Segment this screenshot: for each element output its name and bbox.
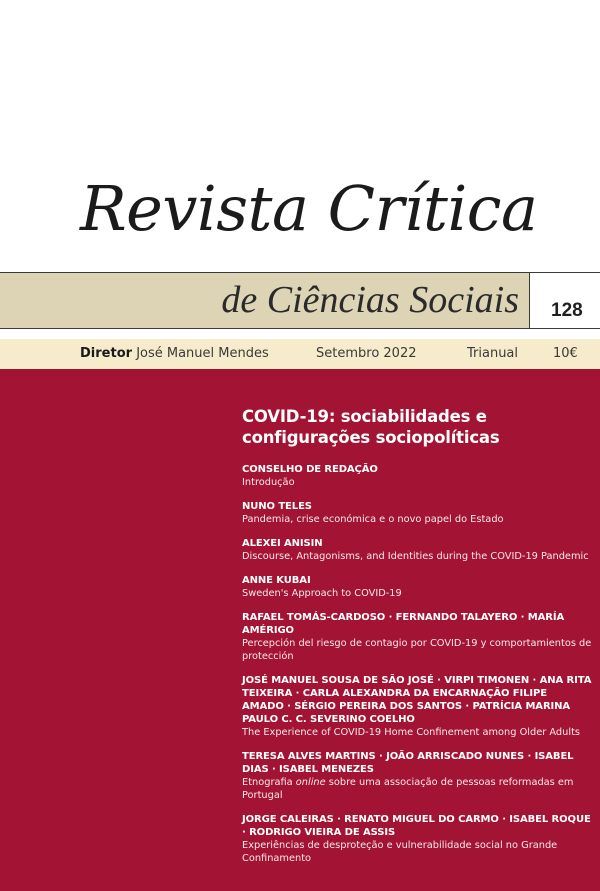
article-entry bbox=[242, 750, 592, 802]
article-entry bbox=[242, 537, 592, 563]
subtitle-band bbox=[0, 272, 529, 329]
article-authors: NUNO TELES bbox=[242, 501, 312, 512]
article-authors: ALEXEI ANISIN bbox=[242, 538, 323, 549]
issue-number: 128 bbox=[551, 300, 583, 321]
table-of-contents bbox=[242, 406, 592, 876]
article-authors: ANNE KUBAI bbox=[242, 575, 311, 586]
issue-date: Setembro 2022 bbox=[316, 346, 417, 361]
journal-subtitle: de Ciências Sociais bbox=[221, 279, 519, 321]
article-title: Experiências de desproteção e vulnerabilidade social no Grande Confinamento bbox=[242, 840, 558, 864]
article-title: Introdução bbox=[242, 477, 295, 488]
price: 10€ bbox=[553, 346, 578, 361]
director-name: José Manuel Mendes bbox=[136, 346, 269, 361]
article-title-italic: online bbox=[295, 777, 326, 788]
article-authors: TERESA ALVES MARTINS · JOÃO ARRISCADO NUNES · ISABEL DIAS · ISABEL MENEZES bbox=[242, 751, 574, 775]
article-entry bbox=[242, 500, 592, 526]
director-info bbox=[80, 346, 269, 361]
article-title: Pandemia, crise económica e o novo papel do Estado bbox=[242, 514, 504, 525]
article-entry bbox=[242, 574, 592, 600]
article-title: Percepción del riesgo de contagio por COVID-19 y comportamientos de protección bbox=[242, 638, 592, 662]
article-title: Sweden's Approach to COVID-19 bbox=[242, 588, 402, 599]
journal-title: Revista Crítica bbox=[80, 172, 538, 245]
article-title bbox=[242, 776, 592, 802]
article-authors: JOSÉ MANUEL SOUSA DE SÃO JOSÉ · VIRPI TIMONEN · ANA RITA TEIXEIRA · CARLA ALEXANDRA DA ENCARNAÇÃO FILIPE AMADO · SÉRGIO PEREIRA DOS SANTOS · PATRÍCIA MARINA PAULO C. C. SEVERINO COELHO bbox=[242, 675, 592, 725]
article-authors: RAFAEL TOMÁS-CARDOSO · FERNANDO TALAYERO · MARÍA AMÉRIGO bbox=[242, 612, 565, 636]
article-entry bbox=[242, 611, 592, 663]
article-entry bbox=[242, 813, 592, 865]
article-title-post: sobre uma associação de pessoas reformadas em Portugal bbox=[242, 777, 574, 801]
theme-title: COVID-19: sociabilidades e configurações sociopolíticas bbox=[242, 407, 500, 447]
article-entry bbox=[242, 674, 592, 739]
frequency: Trianual bbox=[467, 346, 519, 361]
article-title: The Experience of COVID-19 Home Confinement among Older Adults bbox=[242, 727, 581, 738]
issue-box bbox=[529, 272, 600, 329]
article-authors: JORGE CALEIRAS · RENATO MIGUEL DO CARMO · ISABEL ROQUE · RODRIGO VIEIRA DE ASSIS bbox=[242, 814, 591, 838]
article-title: Discourse, Antagonisms, and Identities during the COVID-19 Pandemic bbox=[242, 551, 589, 562]
article-entry bbox=[242, 463, 592, 489]
director-label: Diretor bbox=[80, 346, 133, 361]
article-title-pre: Etnografia bbox=[242, 777, 296, 788]
article-authors: CONSELHO DE REDAÇÃO bbox=[242, 464, 378, 475]
info-band bbox=[0, 339, 600, 369]
